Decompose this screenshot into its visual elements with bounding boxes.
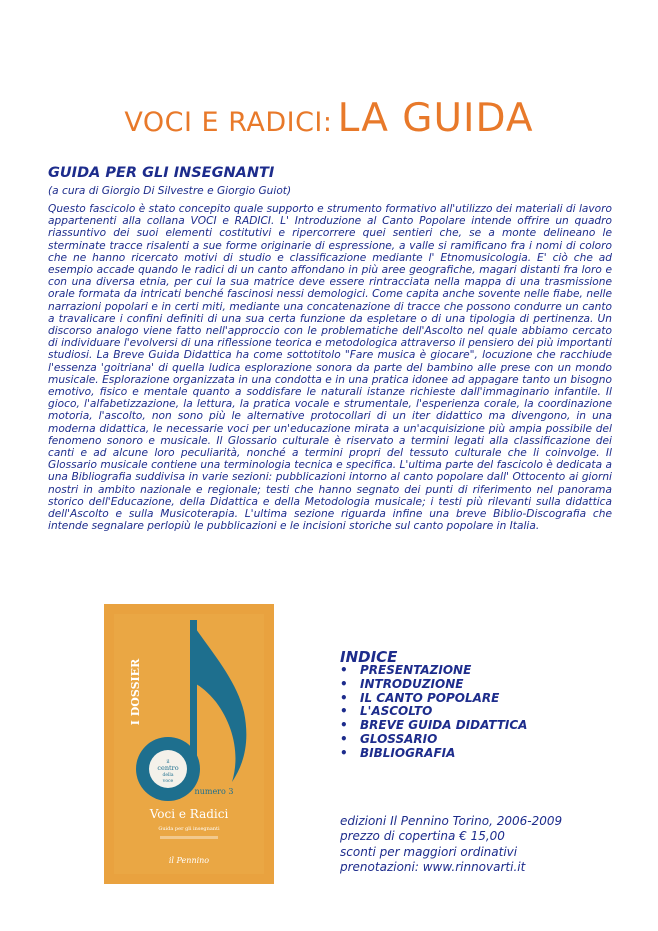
cover-series-label: I DOSSIER [129, 658, 142, 726]
bullet-icon: • [340, 676, 348, 691]
index-item [340, 678, 527, 692]
circle-text-line-4: voce [162, 779, 174, 784]
index-item-label: INTRODUZIONE [360, 676, 464, 691]
bullet-icon: • [340, 690, 348, 705]
description-paragraph: Questo fascicolo è stato concepito quale supporto e strumento formativo all'utilizzo dei materiali di lavoro appartenenti alla collana VOCI e RADICI. L' Introduzione al Canto Popolare intende offrire un quadro riassuntivo dei suoi elementi costitutivi e ripercorrere quei sentieri che, se a monte delineano le sterminate tracce risalenti a sue forme originarie di espressione, a valle si ramificano fra i nomi di coloro che ne hanno ricercato motivi di studio e classificazione mediante l' Etnomusicologia. E' ciò che ad esempio accade quando le radici di un canto affondano in più aree geografiche, magari distanti fra loro e con una diversa etnia, per cui la sua matrice deve essere rintracciata nella mappa di una trasmissione orale formata da intricati benché fascinosi nessi demologici. Come capita anche sovente nelle fiabe, nelle narrazioni popolari e in certi miti, mediante una concatenazione di tracce che possono condurre un canto a travalicare i confini definiti di una sua certa funzione da espletare o di una tipologia di pertinenza. Un discorso analogo viene fatto nell'approccio con le problematiche dell'Ascolto nel quale abbiamo cercato di individuare l'evolversi di una riflessione teorica e metodologica attraverso il pensiero dei più importanti studiosi. La Breve Guida Didattica ha come sottotitolo "Fare musica è giocare", locuzione che racchiude l'essenza 'goitriana' di quella ludica esplorazione sonora da parte del bambino alle prese con un mondo musicale. Esplorazione organizzata in una condotta e in una pratica idonee ad appagare tanto un bisogno emotivo, fisico e mentale quanto a soddisfare le naturali istanze richieste dall'immaginario infantile. Il gioco, l'alfabetizzazione, la lettura, la pratica vocale e strumentale, l'esperienza corale, la coordinazione motoria, l'ascolto, non sono più le alternative protocollari di un iter didattico ma divengono, in una moderna didattica, le necessarie voci per un'educazione mirata a un'acquisizione più ampia possibile del fenomeno sonoro e musicale. Il Glossario culturale è riservato a termini legati alla classificazione dei canti e ad alcune loro peculiarità, nonché a termini propri del tessuto culturale che li coinvolge. Il Glossario musicale contiene una terminologia tecnica e specifica. L'ultima parte del fascicolo è dedicata a una Bibliografia suddivisa in varie sezioni: pubblicazioni intorno al canto popolare dall' Ottocento ai giorni nostri in ambito nazionale e regionale; testi che hanno segnato dei punti di riferimento nel panorama storico dell'Educazione, della Didattica e della Metodologia musicale; i testi più rilevanti sulla didattica dell'Ascolto e sulla Musicoterapia. L'ultima sezione riguarda infine una breve Biblio-Discografia che intende segnalare perlopiù le pubblicazioni e le incisioni storiche sul canto popolare in Italia. [48, 203, 612, 533]
editors-credit: (a cura di Giorgio Di Silvestre e Giorgio Guiot) [48, 185, 292, 197]
index-item [340, 747, 527, 761]
cover-publisher-logo: il Pennino [168, 856, 210, 865]
bullet-icon: • [340, 663, 348, 677]
index-heading: INDICE [340, 648, 398, 666]
circle-text-line-2: centro [157, 764, 179, 772]
title-part-2: LA GUIDA [337, 96, 534, 141]
index-item-label: BIBLIOGRAFIA [360, 745, 456, 760]
index-item-label: PRESENTAZIONE [360, 663, 472, 677]
cover-book-title: Voci e Radici [149, 807, 229, 821]
book-cover [104, 604, 274, 884]
index-item-label: IL CANTO POPOLARE [360, 690, 500, 705]
cover-number: numero 3 [194, 787, 234, 796]
section-title: GUIDA PER GLI INSEGNANTI [48, 165, 275, 181]
bullet-icon: • [340, 718, 348, 733]
index-item [340, 733, 527, 747]
index-item [340, 719, 527, 733]
circle-text-line-1: il [166, 759, 170, 765]
cover-book-subtitle: Guida per gli insegnanti [158, 826, 220, 832]
index-item [340, 692, 527, 706]
title-part-1: VOCI E RADICI: [124, 107, 333, 138]
publisher-line: edizioni Il Pennino Torino, 2006-2009 [340, 814, 563, 828]
price-line: prezzo di copertina € 15,00 [340, 829, 505, 844]
discount-line: sconti per maggiori ordinativi [340, 844, 518, 859]
index-list [340, 664, 527, 761]
cover-artwork [104, 604, 274, 884]
booking-line: prenotazioni: www.rinnovarti.it [340, 859, 526, 874]
bullet-icon: • [340, 731, 348, 746]
publication-info [340, 814, 562, 875]
circle-text-line-3: della [162, 773, 174, 778]
index-item-label: BREVE GUIDA DIDATTICA [360, 718, 528, 733]
cover-fine-print [160, 836, 218, 839]
index-item-label: GLOSSARIO [360, 731, 438, 746]
page-title [0, 96, 658, 141]
index-item [340, 705, 527, 719]
bullet-icon: • [340, 704, 348, 719]
index-item-label: L'ASCOLTO [360, 704, 433, 719]
bullet-icon: • [340, 745, 348, 760]
index-item [340, 664, 527, 678]
